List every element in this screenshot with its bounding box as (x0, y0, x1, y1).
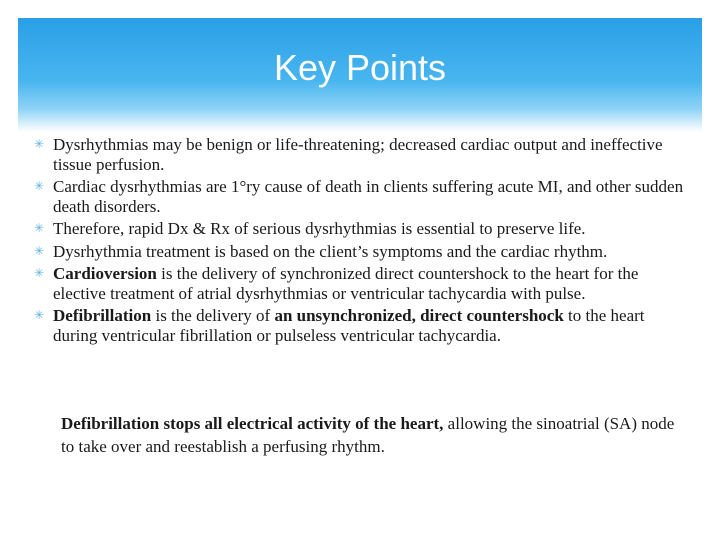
bullet-list (34, 135, 684, 348)
bullet-text: Dysrhythmia treatment is based on the client’s symptoms and the cardiac rhythm. (53, 241, 608, 261)
bullet-text: is the delivery of synchronized direct countershock to the heart for the elective treatment of atrial dysrhythmias or ventricular tachycardia with pulse. (53, 264, 639, 303)
slide-title: Key Points (273, 47, 447, 88)
asterisk-bullet-icon: ✳ (34, 137, 45, 151)
bullet-item (34, 264, 684, 303)
asterisk-bullet-icon: ✳ (34, 221, 45, 235)
bullet-text: Therefore, rapid Dx & Rx of serious dysrhythmias is essential to preserve life. (53, 219, 586, 238)
defibrillation-note (61, 412, 691, 458)
bullet-item (34, 219, 684, 239)
asterisk-bullet-icon: ✳ (34, 266, 45, 280)
cardioversion-term: Cardioversion (53, 264, 157, 283)
bullet-item (34, 177, 684, 216)
bullet-text: Cardiac dysrhythmias are 1°ry cause of death in clients suffering acute MI, and other sudden death disorders. (53, 177, 684, 216)
asterisk-bullet-icon: ✳ (34, 243, 45, 258)
bullet-text-end: to the heart during ventricular fibrillation or pulseless ventricular tachycardia. (53, 306, 645, 345)
bullet-text: is the delivery of (151, 306, 275, 325)
asterisk-bullet-icon: ✳ (34, 308, 45, 322)
bullet-item (34, 242, 684, 262)
bullet-item (34, 135, 684, 174)
defibrillation-note-text: allowing the sinoatrial (SA) node to take over and reestablish a perfusing rhythm. (61, 414, 675, 456)
bullet-text: Dysrhythmias may be benign or life-threatening; decreased cardiac output and ineffective tissue perfusion. (53, 135, 663, 174)
bullet-emphasis: an unsynchronized, direct countershock (274, 306, 564, 325)
defibrillation-note-emphasis: Defibrillation stops all electrical activity of the heart, (61, 414, 444, 433)
bullet-item (34, 306, 684, 345)
defibrillation-term: Defibrillation (53, 306, 152, 325)
asterisk-bullet-icon: ✳ (34, 179, 45, 193)
